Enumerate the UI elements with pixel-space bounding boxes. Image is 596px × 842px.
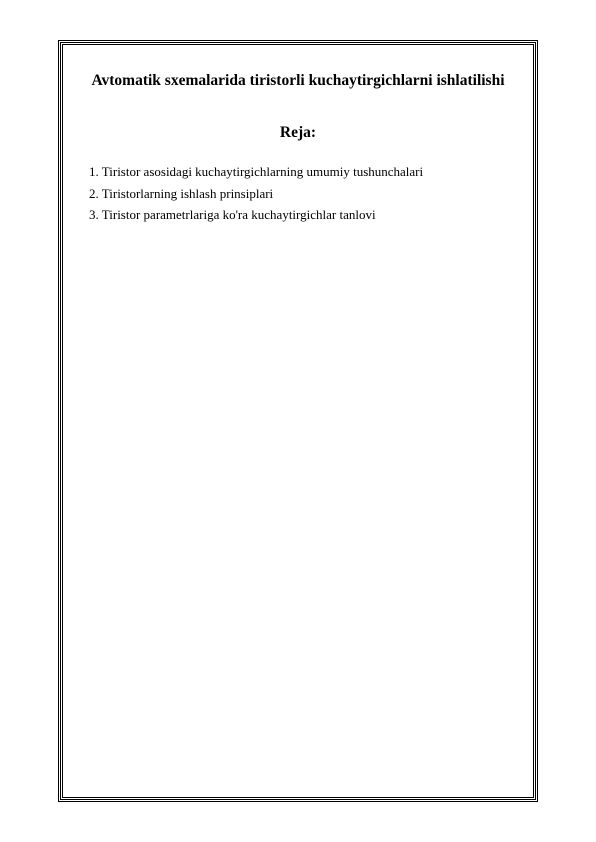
plan-item: 3. Tiristor parametrlariga ko'ra kuchaytirgichlar tanlovi <box>89 207 376 222</box>
plan-list <box>89 161 423 226</box>
plan-heading: Reja: <box>279 124 317 141</box>
plan-item: 1. Tiristor asosidagi kuchaytirgichlarning umumiy tushunchalari <box>89 164 424 179</box>
page-inner-border <box>62 44 534 798</box>
plan-item: 2. Tiristorlarning ishlash prinsiplari <box>89 185 274 201</box>
document-title: Avtomatik sxemalarida tiristorli kuchaytirgichlarni ishlatilishi <box>91 72 505 89</box>
